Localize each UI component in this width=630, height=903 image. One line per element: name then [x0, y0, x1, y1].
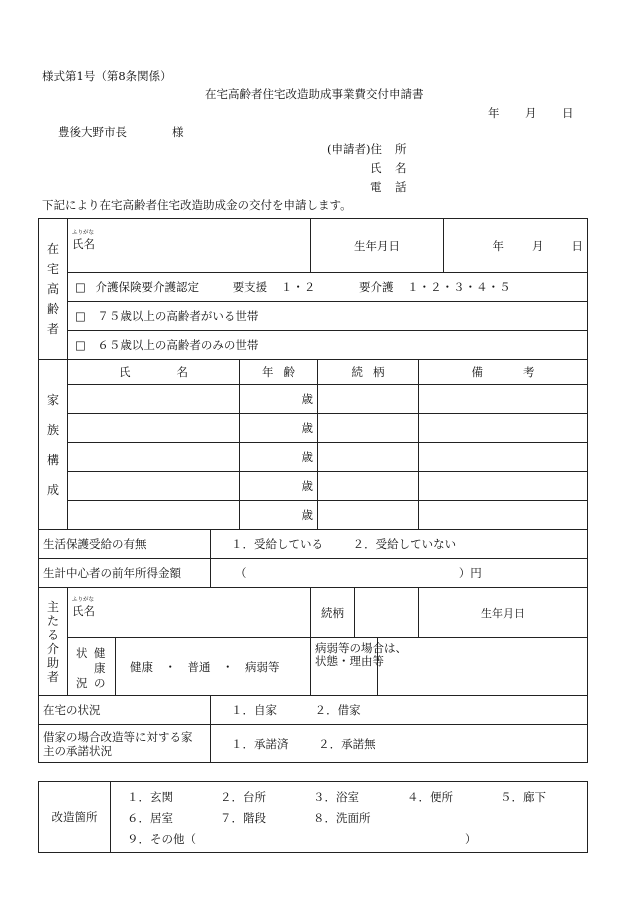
- date-year-label: 年: [488, 106, 500, 120]
- renovation-other-close: ）: [465, 831, 477, 846]
- applicant-phone-label-1: 電: [370, 180, 382, 194]
- consent-option-no[interactable]: ２．承諾無: [318, 736, 376, 751]
- family-header-remarks: 備 考: [419, 360, 588, 385]
- renovation-item-hallway[interactable]: ５．廊下: [500, 789, 546, 804]
- family-age-cell[interactable]: 歳: [240, 443, 318, 472]
- family-row: [39, 472, 588, 501]
- family-relation-cell[interactable]: [318, 414, 419, 443]
- family-remarks-cell[interactable]: [419, 443, 588, 472]
- family-header-age: 年 齢: [240, 360, 318, 385]
- family-row: [39, 443, 588, 472]
- elder-dob-cell[interactable]: 年 月 日: [444, 219, 588, 273]
- health-label-cell: 状 況 健 康 の: [68, 638, 116, 696]
- page-title: 在宅高齢者住宅改造助成事業費交付申請書: [205, 87, 424, 101]
- family-relation-cell[interactable]: [318, 385, 419, 414]
- caregiver-section-label: 主 た る 介 助 者: [39, 588, 68, 696]
- elder-name-cell[interactable]: [68, 219, 311, 273]
- housing-options[interactable]: [211, 696, 588, 725]
- care-checkbox[interactable]: □: [75, 280, 86, 294]
- date-day-label: 日: [562, 106, 574, 120]
- income-label: 生計中心者の前年所得金額: [39, 559, 211, 588]
- applicant-phone-label-2: 話: [395, 180, 407, 194]
- family-name-cell[interactable]: [68, 385, 240, 414]
- family-relation-cell[interactable]: [318, 472, 419, 501]
- family-row: [39, 501, 588, 530]
- renovation-label: 改造箇所: [39, 782, 111, 853]
- addressee: 豊後大野市長: [58, 125, 127, 139]
- family-relation-cell[interactable]: [318, 443, 419, 472]
- illness-note-cell[interactable]: [378, 638, 588, 696]
- elder-section-label: 在 宅 高 齢 者: [39, 219, 68, 360]
- family-header-relation: 続 柄: [318, 360, 419, 385]
- family-remarks-cell[interactable]: [419, 414, 588, 443]
- address-suffix: 所: [395, 142, 407, 156]
- family-remarks-cell[interactable]: [419, 472, 588, 501]
- applicant-name-label-1: 氏: [370, 161, 382, 175]
- caregiver-name-cell[interactable]: [116, 588, 311, 638]
- family-age-cell[interactable]: 歳: [240, 414, 318, 443]
- caregiver-relation-cell[interactable]: [355, 588, 419, 638]
- family-age-cell[interactable]: 歳: [240, 472, 318, 501]
- family-header-name: 氏 名: [68, 360, 240, 385]
- landlord-consent-options[interactable]: [211, 725, 588, 763]
- family-relation-cell[interactable]: [318, 501, 419, 530]
- welfare-options[interactable]: [211, 530, 588, 559]
- elder-furigana: ふりがな: [72, 230, 95, 236]
- renovation-item-washroom[interactable]: ８．洗面所: [313, 810, 371, 825]
- honorific: 様: [172, 125, 184, 139]
- applicant-address-label: (申請者)住: [327, 142, 382, 156]
- family-name-cell[interactable]: [68, 414, 240, 443]
- application-table: [38, 218, 588, 763]
- renovation-item-bath[interactable]: ３．浴室: [313, 789, 359, 804]
- income-field[interactable]: （ ）円: [211, 559, 588, 588]
- family-age-cell[interactable]: 歳: [240, 385, 318, 414]
- family-name-cell[interactable]: [68, 501, 240, 530]
- caregiver-name-label: ふりがな 氏名: [72, 597, 95, 618]
- consent-option-yes[interactable]: １．承諾済: [231, 736, 289, 751]
- family-remarks-cell[interactable]: [419, 385, 588, 414]
- family-section-label: 家 族 構 成: [39, 360, 68, 530]
- family-remarks-cell[interactable]: [419, 501, 588, 530]
- household-65-option[interactable]: □ ６５歳以上の高齢者のみの世帯: [68, 331, 588, 360]
- renovation-item-room[interactable]: ６．居室: [127, 810, 173, 825]
- renovation-item-entrance[interactable]: １．玄関: [127, 789, 173, 804]
- housing-label: 在宅の状況: [39, 696, 211, 725]
- care-certification-row[interactable]: □ 介護保険要介護認定 要支援 １・２ 要介護 １・２・３・４・５: [68, 273, 588, 302]
- welfare-option-no[interactable]: ２．受給していない: [352, 537, 457, 551]
- elder-dob-label: 生年月日: [311, 219, 444, 273]
- caregiver-relation-label: 続柄: [311, 588, 355, 638]
- form-number: 様式第1号（第8条関係）: [42, 69, 172, 83]
- household-75-option[interactable]: □ ７５歳以上の高齢者がいる世帯: [68, 302, 588, 331]
- welfare-option-yes[interactable]: １．受給している: [231, 537, 323, 551]
- applicant-name-label-2: 名: [395, 161, 407, 175]
- elder-name-label: ふりがな 氏名: [72, 230, 95, 251]
- renovation-options[interactable]: [111, 782, 588, 853]
- renovation-item-kitchen[interactable]: ２．台所: [220, 789, 266, 804]
- landlord-consent-label: 借家の場合改造等に対する家 主の承諾状況: [39, 725, 211, 763]
- intro-text: 下記により在宅高齢者住宅改造助成金の交付を申請します。: [42, 198, 352, 212]
- health-options[interactable]: 健康 ・ 普通 ・ 病弱等: [116, 638, 311, 696]
- family-row: [39, 385, 588, 414]
- family-age-cell[interactable]: 歳: [240, 501, 318, 530]
- family-name-cell[interactable]: [68, 443, 240, 472]
- welfare-label: 生活保護受給の有無: [39, 530, 211, 559]
- renovation-item-stairs[interactable]: ７．階段: [220, 810, 266, 825]
- illness-note-label: 病弱等の場合は、 状態・理由等: [311, 638, 378, 696]
- housing-option-own[interactable]: １．自家: [231, 703, 277, 717]
- family-row: [39, 414, 588, 443]
- caregiver-furigana: ふりがな: [72, 597, 95, 603]
- renovation-table: [38, 781, 588, 853]
- renovation-item-toilet[interactable]: ４．便所: [407, 789, 453, 804]
- date-month-label: 月: [525, 106, 537, 120]
- caregiver-dob-label: 生年月日: [419, 588, 588, 638]
- family-name-cell[interactable]: [68, 472, 240, 501]
- caregiver-name-label-cell: [68, 588, 116, 638]
- housing-option-rent[interactable]: ２．借家: [314, 703, 361, 717]
- renovation-item-other[interactable]: ９．その他（: [127, 831, 196, 846]
